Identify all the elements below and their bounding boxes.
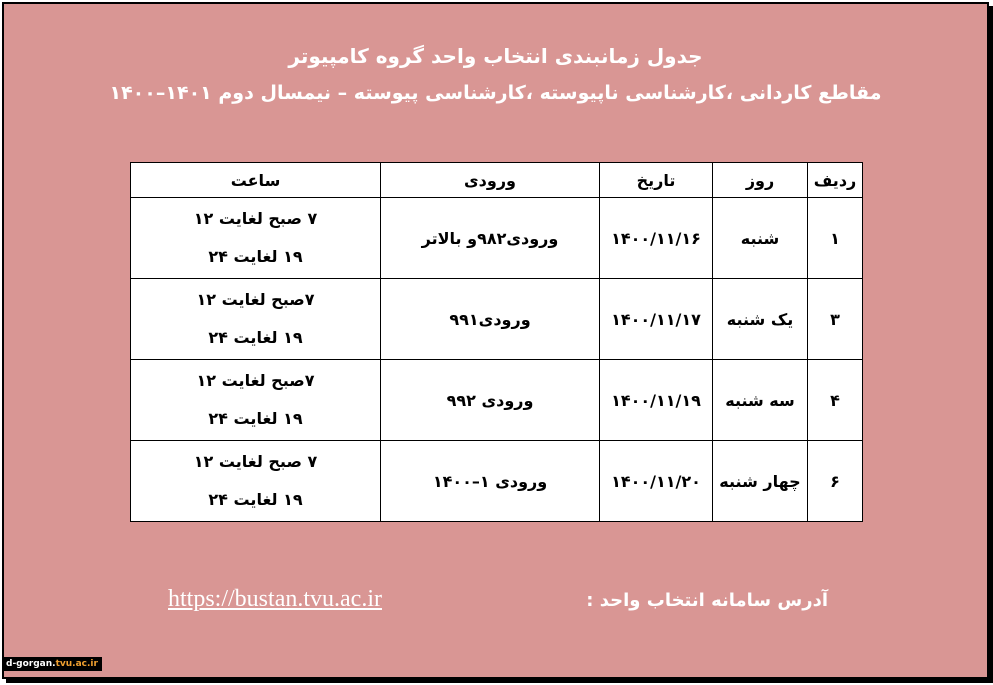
- saat-line-2: ۱۹ لغایت ۲۴: [208, 328, 303, 347]
- cell-rooz: شنبه: [713, 198, 808, 279]
- cell-vorudi: ورودی ۱–۱۴۰۰: [381, 441, 600, 522]
- site-watermark: [2, 657, 102, 671]
- cell-tarikh: ۱۴۰۰/۱۱/۱۹: [600, 360, 713, 441]
- header-vorudi: ورودی: [381, 163, 600, 198]
- table-row: [131, 441, 863, 522]
- saat-line-2: ۱۹ لغایت ۲۴: [208, 490, 303, 509]
- cell-saat: [131, 198, 381, 279]
- page-title: جدول زمانبندی انتخاب واحد گروه کامپیوتر: [288, 44, 703, 68]
- watermark-prefix: d-gorgan.: [6, 659, 56, 669]
- saat-line-1: ۷ صبح لغایت ۱۲: [193, 209, 318, 228]
- cell-vorudi: ورودی۹۸۲و بالاتر: [381, 198, 600, 279]
- table-row: [131, 360, 863, 441]
- cell-rooz: سه شنبه: [713, 360, 808, 441]
- saat-line-2: ۱۹ لغایت ۲۴: [208, 247, 303, 266]
- cell-tarikh: ۱۴۰۰/۱۱/۲۰: [600, 441, 713, 522]
- cell-saat: [131, 441, 381, 522]
- saat-line-2: ۱۹ لغایت ۲۴: [208, 409, 303, 428]
- registration-system-link[interactable]: https://bustan.tvu.ac.ir: [168, 586, 382, 612]
- header-tarikh: تاریخ: [600, 163, 713, 198]
- saat-line-1: ۷ صبح لغایت ۱۲: [193, 452, 318, 471]
- page-subtitle: مقاطع کاردانی ،کارشناسی ناپیوسته ،کارشناسی پیوسته – نیمسال دوم ۱۴۰۱–۱۴۰۰: [109, 82, 882, 104]
- cell-radif: ۴: [808, 360, 863, 441]
- table-row: [131, 198, 863, 279]
- header-saat: ساعت: [131, 163, 381, 198]
- cell-tarikh: ۱۴۰۰/۱۱/۱۷: [600, 279, 713, 360]
- schedule-table: [130, 162, 863, 522]
- table-row: [131, 279, 863, 360]
- cell-radif: ۱: [808, 198, 863, 279]
- cell-vorudi: ورودی ۹۹۲: [381, 360, 600, 441]
- saat-line-1: ۷صبح لغایت ۱۲: [196, 290, 315, 309]
- saat-line-1: ۷صبح لغایت ۱۲: [196, 371, 315, 390]
- cell-radif: ۳: [808, 279, 863, 360]
- table-header-row: [131, 163, 863, 198]
- cell-radif: ۶: [808, 441, 863, 522]
- cell-vorudi: ورودی۹۹۱: [381, 279, 600, 360]
- header-radif: ردیف: [808, 163, 863, 198]
- footer-address-label: آدرس سامانه انتخاب واحد :: [586, 590, 828, 611]
- cell-saat: [131, 279, 381, 360]
- cell-rooz: یک شنبه: [713, 279, 808, 360]
- cell-rooz: چهار شنبه: [713, 441, 808, 522]
- cell-saat: [131, 360, 381, 441]
- watermark-domain: tvu.ac.ir: [55, 659, 98, 669]
- cell-tarikh: ۱۴۰۰/۱۱/۱۶: [600, 198, 713, 279]
- header-rooz: روز: [713, 163, 808, 198]
